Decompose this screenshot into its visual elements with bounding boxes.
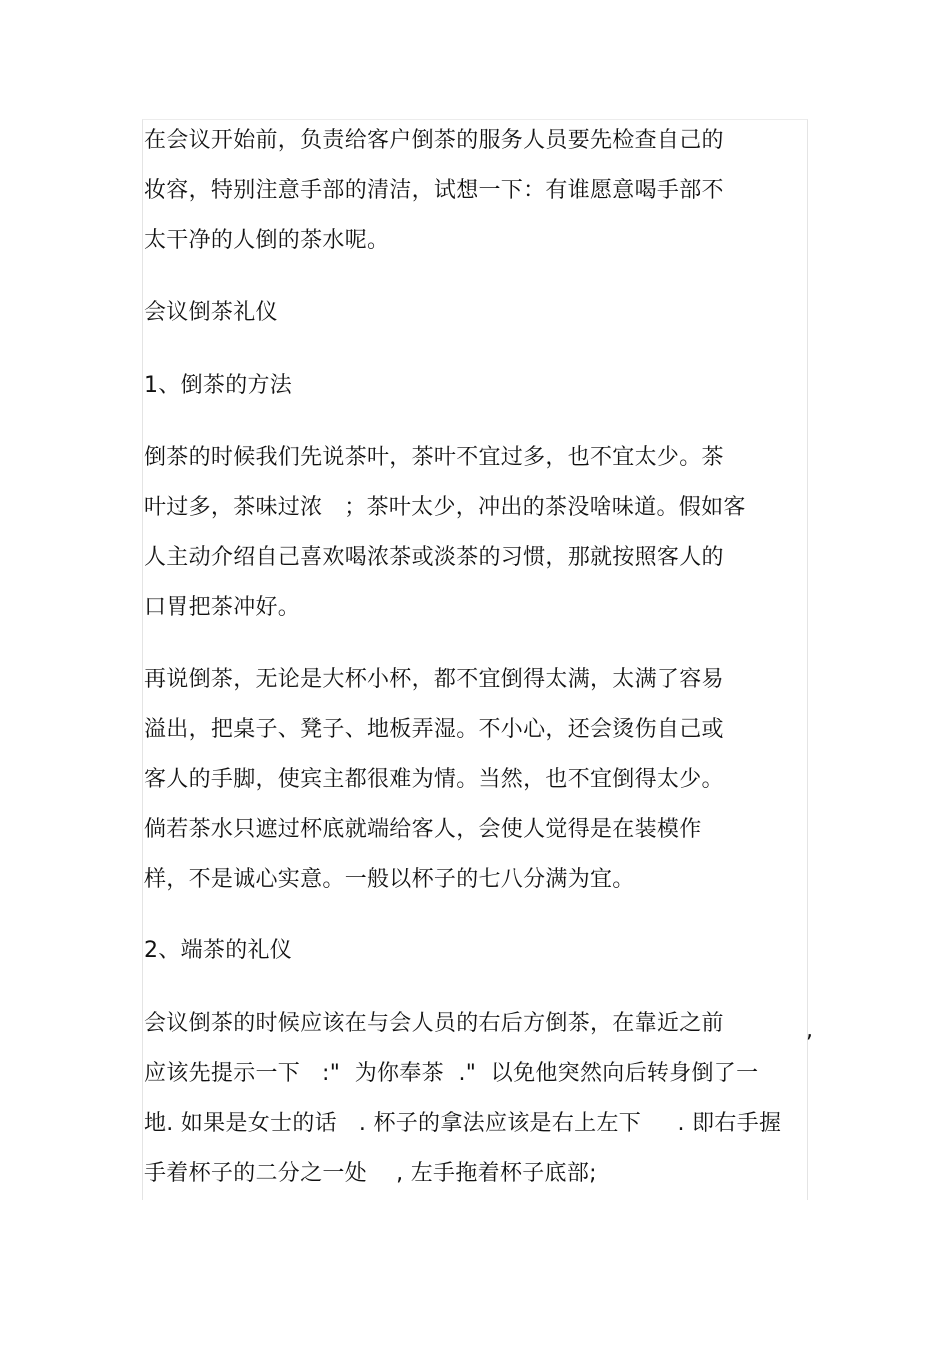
para3-line-1: 会议倒茶的时候应该在与会人员的右后方倒茶，在靠近之前 (144, 1011, 724, 1036)
para2-line-5: 样，不是诚心实意。一般以杯子的七八分满为宜。 (144, 867, 635, 892)
stray-comma: , (806, 1018, 813, 1043)
para1-line-3: 人主动介绍自己喜欢喝浓茶或淡茶的习惯，那就按照客人的 (144, 545, 724, 570)
para3-line-2: 应该先提示一下 :" 为你奉茶 ." 以免他突然向后转身倒了一 (144, 1061, 759, 1086)
heading-pouring-method: 1、倒茶的方法 (144, 373, 293, 398)
intro-line-3: 太干净的人倒的茶水呢。 (144, 228, 390, 253)
para2-line-3: 客人的手脚，使宾主都很难为情。当然，也不宜倒得太少。 (144, 767, 724, 792)
para1-line-4: 口胃把茶冲好。 (144, 595, 301, 620)
para2-line-1: 再说倒茶，无论是大杯小杯，都不宜倒得太满，太满了容易 (144, 667, 724, 692)
para1-line-2: 叶过多，茶味过浓 ；茶叶太少，冲出的茶没啥味道。假如客 (144, 495, 746, 520)
para1-line-1: 倒茶的时候我们先说茶叶，茶叶不宜过多，也不宜太少。茶 (144, 445, 724, 470)
para3-line-4: 手着杯子的二分之一处 , 左手拖着杯子底部; (144, 1161, 597, 1186)
intro-line-1: 在会议开始前，负责给客户倒茶的服务人员要先检查自己的 (144, 128, 724, 153)
intro-line-2: 妆容，特别注意手部的清洁，试想一下：有谁愿意喝手部不 (144, 178, 724, 203)
para2-line-4: 倘若茶水只遮过杯底就端给客人，会使人觉得是在装模作 (144, 817, 702, 842)
para2-line-2: 溢出，把桌子、凳子、地板弄湿。不小心，还会烫伤自己或 (144, 717, 724, 742)
para3-line-3: 地. 如果是女士的话 . 杯子的拿法应该是右上左下 . 即右手握 (144, 1111, 782, 1136)
heading-serving-etiquette: 2、端茶的礼仪 (144, 938, 293, 963)
section-title: 会议倒茶礼仪 (144, 300, 278, 325)
